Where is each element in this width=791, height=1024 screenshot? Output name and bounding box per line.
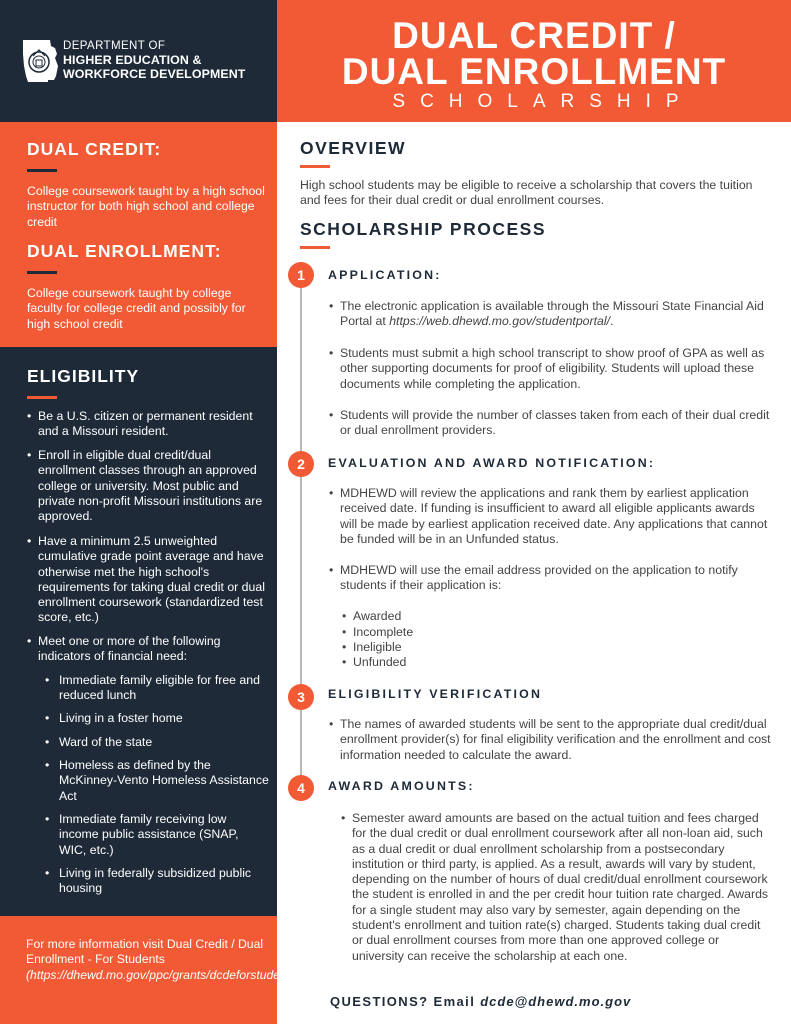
dual-enrollment-text: College coursework taught by college faculty for college credit and possibly for high school credit (27, 286, 246, 331)
step-4-title: AWARD AMOUNTS: (328, 779, 475, 793)
eligibility-item: • Be a U.S. citizen or permanent resident and a Missouri resident. (38, 409, 270, 440)
eligibility-panel (0, 347, 277, 916)
page-subtitle: SCHOLARSHIP (392, 91, 694, 112)
bullet-text: The electronic application is available through the Missouri State Financial Aid Portal at (340, 299, 764, 329)
more-info-end: . (324, 967, 328, 982)
step-1-badge: 1 (288, 262, 314, 288)
questions-label: QUESTIONS? Email (330, 994, 481, 1009)
header-title-block (277, 0, 791, 122)
step-3-badge: 3 (288, 684, 314, 710)
step-1-bullet: • Students will provide the number of classes taken from each of their dual credit or dual enrollment providers. (340, 408, 772, 439)
step-2-title: EVALUATION AND AWARD NOTIFICATION: (328, 456, 656, 470)
need-indicator-item: • Living in a foster home (59, 711, 269, 726)
more-info-panel (0, 916, 328, 1024)
step-3-title: ELIGIBILITY VERIFICATION (328, 687, 543, 701)
status-item-unfunded: • Unfunded (353, 655, 406, 670)
portal-link[interactable]: https://web.dhewd.mo.gov/studentportal/ (389, 314, 611, 329)
need-indicator-item: • Living in federally subsidized public housing (59, 866, 269, 897)
header-branding (0, 0, 277, 122)
more-info-label: For more information visit Dual Credit / Dual Enrollment - For Students (26, 937, 264, 967)
page-title-line-1: DUAL CREDIT / (392, 15, 676, 56)
contact-email-link[interactable]: dcde@dhewd.mo.gov (480, 994, 632, 1009)
definitions-panel (0, 122, 277, 347)
more-info-link[interactable]: (https://dhewd.mo.gov/ppc/grants/dcdeforstudents.htm) (26, 967, 325, 982)
bullet-end: . (610, 314, 614, 329)
department-line-1: DEPARTMENT OF (63, 40, 166, 52)
step-3-bullet: • The names of awarded students will be sent to the appropriate dual credit/dual enrollment provider(s) for final eligibility verification and the enrollment and cost information needed to calculate the award. (340, 717, 772, 763)
step-4-badge: 4 (288, 775, 314, 801)
dual-credit-text: College coursework taught by a high school instructor for both high school and college credit (27, 184, 265, 229)
need-indicator-item: • Ward of the state (59, 735, 269, 750)
department-line-3: WORKFORCE DEVELOPMENT (63, 67, 246, 81)
process-timeline (300, 280, 302, 800)
need-indicator-item: • Immediate family eligible for free and reduced lunch (59, 673, 269, 704)
questions-line (330, 993, 631, 1011)
overview-text: High school students may be eligible to receive a scholarship that covers the tuition and fees for their dual credit or dual enrollment courses. (300, 178, 753, 208)
dual-enrollment-rule (27, 271, 57, 274)
process-rule (300, 246, 330, 249)
eligibility-heading: ELIGIBILITY (27, 366, 140, 386)
process-heading: SCHOLARSHIP PROCESS (300, 219, 546, 239)
overview-rule (300, 165, 330, 168)
status-item-incomplete: • Incomplete (353, 625, 413, 640)
department-name (63, 39, 273, 81)
dual-credit-heading: DUAL CREDIT: (27, 139, 162, 159)
step-1-bullet (340, 299, 772, 330)
eligibility-rule (27, 396, 57, 399)
dual-enrollment-heading: DUAL ENROLLMENT: (27, 241, 222, 261)
need-indicator-item: • Homeless as defined by the McKinney-Vento Homeless Assistance Act (59, 758, 269, 804)
step-1-title: APPLICATION: (328, 268, 442, 282)
status-item-awarded: • Awarded (353, 609, 401, 624)
eligibility-item: • Enroll in eligible dual credit/dual enrollment classes through an approved college or university. Most public and private non-profit Missouri institutions are approved. (38, 448, 270, 524)
step-2-bullet: • MDHEWD will use the email address provided on the application to notify students if their application is: (340, 563, 772, 594)
page-title-line-2: DUAL ENROLLMENT (341, 51, 727, 92)
missouri-state-seal-icon (20, 36, 60, 84)
status-item-ineligible: • Ineligible (353, 640, 402, 655)
step-2-bullet: • MDHEWD will review the applications and rank them by earliest application received date. If funding is insufficient to award all eligible applicants awards will be made by earliest application received date. Any applications that cannot be funded will be in an Unfunded status. (340, 486, 772, 547)
more-info-text (26, 937, 328, 983)
step-1-bullet: • Students must submit a high school transcript to show proof of GPA as well as other supporting documents for proof of eligibility. Students will upload these documents while completing the application. (340, 346, 772, 392)
dual-credit-rule (27, 169, 57, 172)
need-indicator-item: • Immediate family receiving low income public assistance (SNAP, WIC, etc.) (59, 812, 269, 858)
step-4-bullet: • Semester award amounts are based on the actual tuition and fees charged for the dual credit or dual enrollment coursework after all non-loan aid, such as a dual credit or dual enrollment scholarship from a postsecondary institution or third party, is applied. As a result, awards will vary by student, depending on the number of hours of dual credit/dual enrollment coursework the student is enrolled in and the per credit hour tuition rate charged. Awards for a single student may also vary by semester, again depending on the student's enrollment and tuition rate(s) charged. Students taking dual credit or dual enrollment courses from more than one approved college or university can receive the scholarship at each one. (352, 811, 772, 964)
eligibility-item: • Have a minimum 2.5 unweighted cumulative grade point average and have otherwise met the high school's requirements for taking dual credit or dual enrollment coursework (standardized test score, etc.) (38, 534, 270, 626)
department-line-2: HIGHER EDUCATION & (63, 53, 202, 67)
overview-heading: OVERVIEW (300, 138, 407, 158)
eligibility-item: • Meet one or more of the following indicators of financial need: (38, 634, 270, 665)
step-2-badge: 2 (288, 451, 314, 477)
